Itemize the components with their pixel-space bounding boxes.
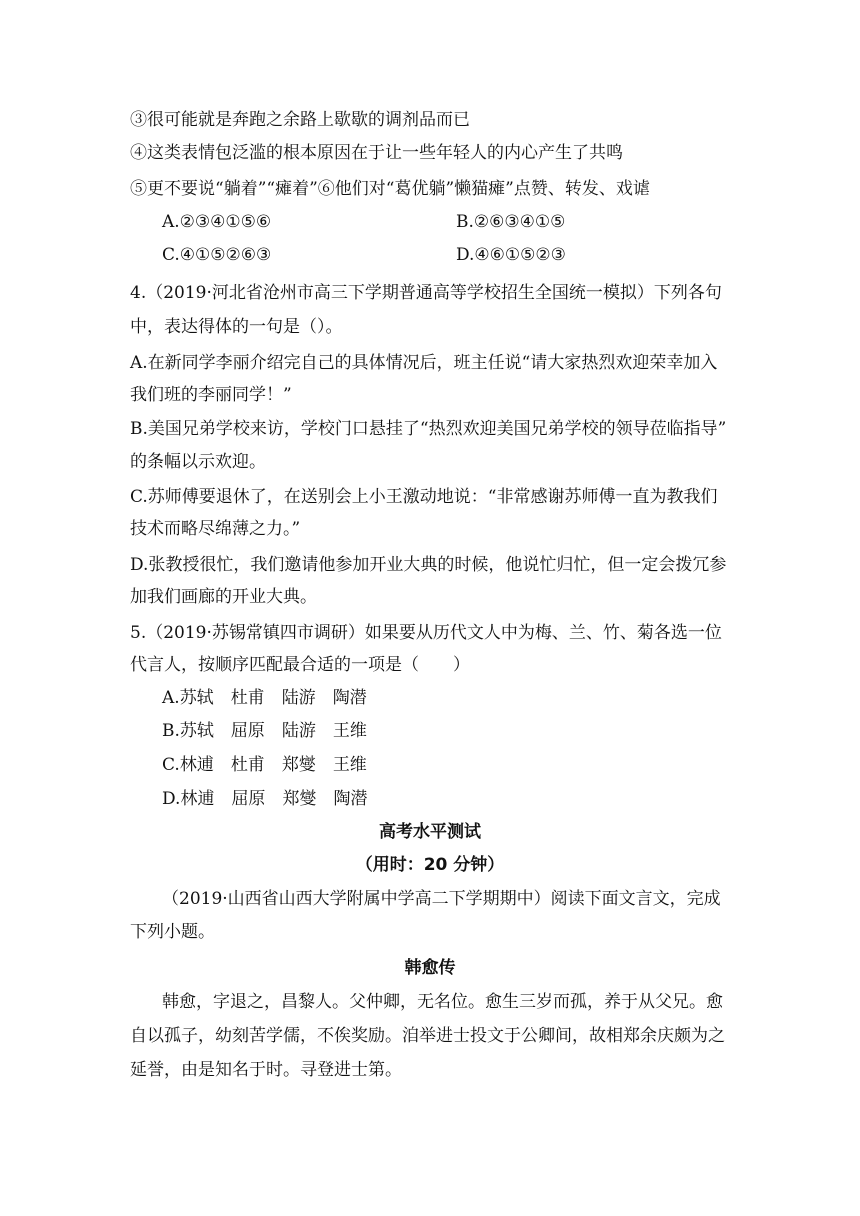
option-label: B. [162,721,180,741]
option-name: 杜甫 [230,755,265,775]
q3-item-5-6: ⑤更不要说“躺着”“瘫着”⑥他们对“葛优躺”懒猫瘫”点赞、转发、戏谑 [130,179,650,199]
q4-option-d-line1: D.张教授很忙，我们邀请他参加开业大典的时候，他说忙归忙，但一定会拨冗参 [130,555,727,575]
option-name: 屈原 [231,789,266,809]
reading-intro-line2: 下列小题。 [130,922,215,942]
q3-option-d: D.④⑥①⑤②③ [456,245,566,265]
section-time-limit: （用时：20 分钟） [355,855,505,875]
q4-option-b-line1: B.美国兄弟学校来访，学校门口悬挂了“热烈欢迎美国兄弟学校的领导莅临指导” [130,419,727,439]
option-name: 陶潜 [332,688,367,708]
option-name: 王维 [332,755,367,775]
option-name: 郑燮 [282,789,317,809]
option-label: A. [162,688,180,708]
q3-item-4: ④这类表情包泛滥的根本原因在于让一些年轻人的内心产生了共鸣 [130,143,623,163]
q3-option-b: B.②⑥③④①⑤ [456,212,566,232]
option-name: 陆游 [281,721,316,741]
q4-option-b-line2: 的条幅以示欢迎。 [130,452,266,472]
q4-option-c-line1: C.苏师傅要退休了，在送别会上小王激动地说：“非常感谢苏师傅一直为教我们 [130,487,718,507]
q5-option-c [162,753,367,777]
q4-option-a-line2: 我们班的李丽同学！” [130,385,292,405]
q5-option-b [162,719,367,743]
option-label: D. [162,789,181,809]
reading-intro-line1: （2019·山西省山西大学附属中学高二下学期期中）阅读下面文言文，完成 [162,889,721,909]
section-title: 高考水平测试 [379,822,481,842]
option-name: 苏轼 [179,721,214,741]
q5-stem-line2: 代言人，按顺序匹配最合适的一项是（ ） [130,655,470,675]
option-name: 王维 [332,721,367,741]
q4-option-a-line1: A.在新同学李丽介绍完自己的具体情况后，班主任说“请大家热烈欢迎荣幸加入 [130,353,718,373]
article-title: 韩愈传 [404,958,456,978]
q5-option-a [162,686,367,710]
option-name: 林逋 [180,789,215,809]
option-name: 苏轼 [179,688,214,708]
article-paragraph-line2: 自以孤子，幼刻苦学儒，不俟奖励。洎举进士投文于公卿间，故相郑余庆颇为之 [130,1026,725,1046]
q3-option-c: C.④①⑤②⑥③ [162,245,272,265]
option-label: C. [162,755,180,775]
q4-option-c-line2: 技术而略尽绵薄之力。” [130,519,301,539]
q5-stem-line1: 5.（2019·苏锡常镇四市调研）如果要从历代文人中为梅、兰、竹、菊各选一位 [130,623,722,643]
option-name: 杜甫 [230,688,265,708]
option-name: 陶潜 [333,789,368,809]
option-name: 郑燮 [281,755,316,775]
option-name: 屈原 [230,721,265,741]
option-name: 陆游 [281,688,316,708]
q3-option-a: A.②③④①⑤⑥ [162,212,272,232]
q5-option-d [162,787,367,811]
q4-option-d-line2: 加我们画廊的开业大典。 [130,587,317,607]
q4-stem-line1: 4.（2019·河北省沧州市高三下学期普通高等学校招生全国统一模拟）下列各句 [130,283,722,303]
article-paragraph-line3: 延誉，由是知名于时。寻登进士第。 [130,1060,402,1080]
q4-stem-line2: 中，表达得体的一句是（）。 [130,317,343,337]
article-paragraph-line1: 韩愈，字退之，昌黎人。父仲卿，无名位。愈生三岁而孤，养于从父兄。愈 [162,992,723,1012]
option-name: 林逋 [179,755,214,775]
q3-item-3: ③很可能就是奔跑之余路上歇歇的调剂品而已 [130,110,470,130]
